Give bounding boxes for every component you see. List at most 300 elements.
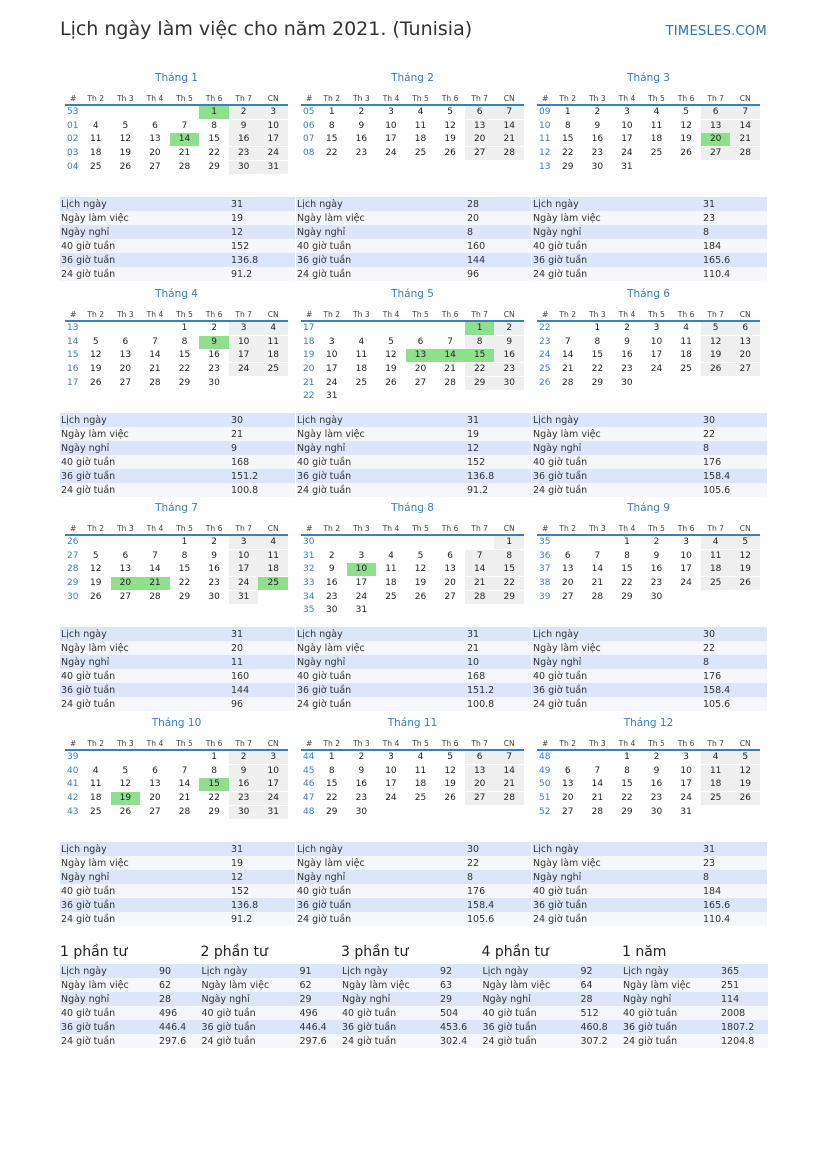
day-cell[interactable] [376,536,406,549]
day-cell[interactable]: 9 [358,120,365,131]
day-cell[interactable]: 4 [92,120,99,131]
day-cell[interactable]: 30 [208,377,220,388]
day-cell[interactable]: 6 [701,106,731,119]
day-cell[interactable]: 22 [465,363,495,376]
day-cell[interactable]: 19 [414,578,427,589]
day-cell[interactable]: 21 [591,793,604,804]
day-cell[interactable]: 12 [680,120,692,131]
day-cell[interactable]: 18 [90,793,102,804]
day-cell[interactable]: 29 [562,161,574,172]
holiday-day-cell[interactable]: 1 [465,322,495,335]
day-cell[interactable] [229,377,259,390]
day-cell[interactable]: 11 [258,550,288,563]
day-cell[interactable]: 28 [591,806,604,817]
holiday-day-cell[interactable]: 20 [701,133,731,146]
day-cell[interactable]: 30 [494,377,524,390]
day-cell[interactable] [140,536,170,549]
day-cell[interactable]: 6 [152,765,158,776]
day-cell[interactable]: 7 [181,120,188,131]
day-cell[interactable]: 26 [90,591,102,602]
day-cell[interactable]: 5 [701,322,731,335]
day-cell[interactable]: 21 [444,364,456,375]
day-cell[interactable]: 26 [444,148,456,159]
day-cell[interactable]: 30 [208,591,220,602]
day-cell[interactable]: 2 [211,323,217,334]
day-cell[interactable]: 8 [181,550,188,561]
day-cell[interactable]: 7 [494,106,524,119]
day-cell[interactable]: 28 [444,377,456,388]
day-cell[interactable]: 28 [149,591,161,602]
day-cell[interactable]: 21 [465,577,495,590]
day-cell[interactable]: 15 [494,563,524,576]
day-cell[interactable]: 24 [621,148,633,159]
day-cell[interactable]: 10 [680,765,692,776]
day-cell[interactable] [406,536,436,549]
day-cell[interactable]: 15 [621,564,633,575]
day-cell[interactable] [140,751,170,764]
day-cell[interactable]: 17 [680,564,692,575]
day-cell[interactable]: 4 [358,336,365,347]
day-cell[interactable]: 23 [229,792,259,805]
day-cell[interactable]: 27 [149,806,161,817]
day-cell[interactable]: 19 [90,364,102,375]
day-cell[interactable] [465,806,495,819]
day-cell[interactable]: 23 [208,578,220,589]
day-cell[interactable]: 27 [465,147,495,160]
day-cell[interactable]: 14 [149,350,161,361]
day-cell[interactable]: 28 [149,377,161,388]
holiday-day-cell[interactable]: 13 [406,349,436,362]
day-cell[interactable]: 25 [680,364,692,375]
day-cell[interactable]: 20 [562,793,574,804]
day-cell[interactable]: 7 [594,765,601,776]
day-cell[interactable]: 24 [326,377,338,388]
day-cell[interactable]: 8 [465,336,495,349]
day-cell[interactable]: 9 [653,550,660,561]
day-cell[interactable]: 25 [701,792,731,805]
day-cell[interactable]: 23 [355,793,368,804]
day-cell[interactable]: 24 [680,578,692,589]
day-cell[interactable]: 26 [444,793,456,804]
day-cell[interactable]: 19 [385,364,397,375]
day-cell[interactable] [111,322,141,335]
day-cell[interactable]: 31 [355,605,368,616]
day-cell[interactable]: 24 [258,792,288,805]
day-cell[interactable]: 11 [680,336,692,347]
day-cell[interactable] [170,106,200,119]
day-cell[interactable]: 27 [119,591,132,602]
day-cell[interactable]: 7 [152,336,158,347]
day-cell[interactable]: 2 [229,106,259,119]
day-cell[interactable] [553,322,583,335]
day-cell[interactable]: 24 [385,148,397,159]
day-cell[interactable]: 10 [326,350,338,361]
day-cell[interactable]: 22 [591,364,604,375]
day-cell[interactable] [81,751,111,764]
holiday-day-cell[interactable]: 14 [435,349,465,362]
day-cell[interactable]: 7 [152,550,158,561]
day-cell[interactable]: 6 [122,336,129,347]
holiday-day-cell[interactable]: 15 [199,778,229,791]
day-cell[interactable] [81,322,111,335]
day-cell[interactable]: 13 [562,779,574,790]
day-cell[interactable]: 28 [562,377,574,388]
day-cell[interactable]: 27 [149,161,161,172]
day-cell[interactable] [140,106,170,119]
day-cell[interactable]: 21 [562,364,574,375]
day-cell[interactable]: 3 [683,537,689,548]
day-cell[interactable] [730,161,760,174]
day-cell[interactable]: 7 [465,550,495,563]
day-cell[interactable]: 14 [465,563,495,576]
day-cell[interactable]: 12 [701,336,731,349]
day-cell[interactable]: 26 [730,792,760,805]
day-cell[interactable]: 19 [730,563,760,576]
day-cell[interactable]: 31 [258,161,288,174]
day-cell[interactable]: 11 [701,550,731,563]
day-cell[interactable]: 15 [562,134,574,145]
day-cell[interactable]: 29 [465,377,495,390]
day-cell[interactable]: 26 [90,377,102,388]
day-cell[interactable]: 31 [326,391,338,402]
day-cell[interactable] [347,536,377,549]
day-cell[interactable]: 15 [208,134,220,145]
day-cell[interactable]: 12 [444,765,456,776]
day-cell[interactable]: 3 [229,322,259,335]
day-cell[interactable]: 4 [417,752,424,763]
day-cell[interactable]: 11 [701,765,731,778]
day-cell[interactable]: 24 [229,363,259,376]
day-cell[interactable]: 3 [258,751,288,764]
day-cell[interactable] [140,322,170,335]
day-cell[interactable] [730,591,760,604]
day-cell[interactable] [701,377,731,390]
day-cell[interactable]: 18 [414,134,427,145]
day-cell[interactable]: 20 [414,364,427,375]
day-cell[interactable]: 5 [92,336,99,347]
day-cell[interactable]: 18 [701,563,731,576]
day-cell[interactable]: 22 [494,577,524,590]
day-cell[interactable]: 25 [385,591,397,602]
holiday-day-cell[interactable]: 19 [111,792,141,805]
day-cell[interactable]: 7 [564,336,571,347]
day-cell[interactable]: 26 [680,148,692,159]
day-cell[interactable]: 18 [90,148,102,159]
day-cell[interactable]: 12 [90,564,102,575]
day-cell[interactable] [583,751,613,764]
day-cell[interactable]: 18 [414,779,427,790]
day-cell[interactable]: 14 [562,350,574,361]
day-cell[interactable]: 3 [388,752,394,763]
day-cell[interactable]: 10 [229,336,259,349]
day-cell[interactable]: 31 [680,806,692,817]
day-cell[interactable]: 9 [494,336,524,349]
day-cell[interactable]: 20 [119,364,132,375]
day-cell[interactable] [465,390,495,403]
day-cell[interactable]: 14 [494,120,524,133]
day-cell[interactable]: 12 [119,134,132,145]
day-cell[interactable]: 13 [465,765,495,778]
day-cell[interactable]: 10 [258,120,288,133]
day-cell[interactable]: 24 [355,591,368,602]
holiday-day-cell[interactable]: 25 [258,577,288,590]
day-cell[interactable] [701,806,731,819]
day-cell[interactable]: 8 [328,765,335,776]
day-cell[interactable] [671,591,701,604]
day-cell[interactable]: 15 [591,350,604,361]
day-cell[interactable]: 15 [326,779,338,790]
day-cell[interactable]: 5 [388,336,394,347]
day-cell[interactable]: 21 [494,133,524,146]
day-cell[interactable]: 26 [701,363,731,376]
day-cell[interactable] [376,806,406,819]
day-cell[interactable]: 9 [653,765,660,776]
day-cell[interactable]: 10 [229,550,259,563]
day-cell[interactable]: 24 [229,577,259,590]
day-cell[interactable] [347,390,377,403]
day-cell[interactable]: 10 [621,120,633,131]
day-cell[interactable]: 8 [328,120,335,131]
day-cell[interactable] [170,751,200,764]
day-cell[interactable]: 23 [591,148,604,159]
day-cell[interactable]: 6 [465,751,495,764]
holiday-day-cell[interactable]: 10 [347,563,377,576]
day-cell[interactable]: 23 [208,364,220,375]
day-cell[interactable]: 2 [328,550,335,561]
day-cell[interactable]: 17 [258,778,288,791]
day-cell[interactable]: 8 [564,120,571,131]
day-cell[interactable]: 16 [208,564,220,575]
day-cell[interactable]: 4 [683,323,689,334]
day-cell[interactable]: 22 [621,578,633,589]
day-cell[interactable]: 1 [328,107,335,118]
day-cell[interactable]: 7 [594,550,601,561]
day-cell[interactable]: 11 [414,120,427,131]
day-cell[interactable]: 30 [355,806,368,817]
day-cell[interactable] [435,806,465,819]
day-cell[interactable] [81,106,111,119]
day-cell[interactable]: 16 [650,779,663,790]
day-cell[interactable]: 6 [152,120,158,131]
day-cell[interactable] [494,604,524,617]
day-cell[interactable]: 9 [594,120,601,131]
day-cell[interactable]: 23 [650,793,663,804]
day-cell[interactable]: 13 [465,120,495,133]
day-cell[interactable]: 17 [385,779,397,790]
day-cell[interactable]: 4 [258,536,288,549]
day-cell[interactable]: 5 [417,550,424,561]
day-cell[interactable]: 17 [229,349,259,362]
day-cell[interactable]: 17 [650,350,663,361]
day-cell[interactable]: 9 [211,550,217,561]
day-cell[interactable]: 4 [388,550,394,561]
day-cell[interactable]: 24 [258,147,288,160]
day-cell[interactable]: 27 [465,792,495,805]
day-cell[interactable]: 5 [122,765,129,776]
day-cell[interactable]: 25 [701,577,731,590]
day-cell[interactable]: 13 [444,564,456,575]
day-cell[interactable]: 31 [621,161,633,172]
day-cell[interactable]: 30 [650,591,663,602]
day-cell[interactable]: 15 [621,779,633,790]
day-cell[interactable]: 12 [730,550,760,563]
day-cell[interactable] [435,536,465,549]
day-cell[interactable]: 4 [417,107,424,118]
day-cell[interactable]: 11 [355,350,368,361]
day-cell[interactable]: 7 [494,751,524,764]
day-cell[interactable]: 22 [178,578,191,589]
day-cell[interactable]: 27 [730,363,760,376]
day-cell[interactable]: 28 [591,591,604,602]
day-cell[interactable]: 28 [178,161,191,172]
day-cell[interactable] [406,390,436,403]
day-cell[interactable]: 29 [178,591,191,602]
day-cell[interactable]: 8 [181,336,188,347]
day-cell[interactable]: 13 [730,336,760,349]
day-cell[interactable]: 29 [178,377,191,388]
day-cell[interactable]: 19 [680,134,692,145]
day-cell[interactable]: 4 [701,751,731,764]
day-cell[interactable]: 10 [650,336,663,347]
holiday-day-cell[interactable]: 9 [199,336,229,349]
day-cell[interactable] [494,390,524,403]
day-cell[interactable]: 18 [680,350,692,361]
day-cell[interactable]: 6 [564,765,571,776]
day-cell[interactable]: 6 [417,336,424,347]
day-cell[interactable]: 4 [258,322,288,335]
holiday-day-cell[interactable]: 1 [199,106,229,119]
day-cell[interactable]: 14 [494,765,524,778]
day-cell[interactable]: 7 [181,765,188,776]
day-cell[interactable]: 2 [653,537,660,548]
day-cell[interactable]: 22 [621,793,633,804]
day-cell[interactable]: 16 [494,349,524,362]
day-cell[interactable]: 10 [680,550,692,561]
day-cell[interactable]: 18 [650,134,663,145]
day-cell[interactable]: 19 [90,578,102,589]
day-cell[interactable]: 10 [258,765,288,778]
day-cell[interactable]: 27 [119,377,132,388]
day-cell[interactable]: 8 [624,765,630,776]
day-cell[interactable]: 1 [624,537,630,548]
day-cell[interactable]: 17 [621,134,633,145]
day-cell[interactable]: 11 [414,765,427,776]
day-cell[interactable]: 12 [90,350,102,361]
day-cell[interactable]: 22 [326,148,338,159]
day-cell[interactable]: 7 [447,336,453,347]
holiday-day-cell[interactable]: 20 [111,577,141,590]
day-cell[interactable]: 4 [653,107,660,118]
day-cell[interactable]: 17 [385,134,397,145]
site-link[interactable]: TIMESLES.COM [665,24,767,39]
day-cell[interactable]: 16 [208,350,220,361]
day-cell[interactable]: 22 [208,793,220,804]
day-cell[interactable]: 10 [385,120,397,131]
holiday-day-cell[interactable]: 14 [170,133,200,146]
day-cell[interactable]: 20 [149,148,161,159]
day-cell[interactable]: 21 [178,793,191,804]
day-cell[interactable] [730,377,760,390]
day-cell[interactable] [317,322,347,335]
day-cell[interactable]: 23 [326,591,338,602]
day-cell[interactable]: 25 [90,161,102,172]
day-cell[interactable]: 7 [730,106,760,119]
day-cell[interactable]: 25 [355,377,368,388]
day-cell[interactable] [730,806,760,819]
day-cell[interactable] [406,604,436,617]
day-cell[interactable] [111,751,141,764]
day-cell[interactable]: 2 [358,752,365,763]
day-cell[interactable] [376,604,406,617]
day-cell[interactable]: 9 [358,765,365,776]
day-cell[interactable]: 15 [178,564,191,575]
day-cell[interactable]: 23 [621,364,633,375]
day-cell[interactable]: 22 [326,793,338,804]
day-cell[interactable]: 29 [326,806,338,817]
day-cell[interactable]: 16 [229,133,259,146]
day-cell[interactable]: 21 [178,148,191,159]
day-cell[interactable]: 11 [385,564,397,575]
day-cell[interactable]: 31 [258,806,288,819]
day-cell[interactable]: 29 [208,806,220,817]
day-cell[interactable]: 1 [181,323,188,334]
day-cell[interactable] [435,322,465,335]
day-cell[interactable]: 9 [624,336,630,347]
day-cell[interactable]: 5 [122,120,129,131]
day-cell[interactable]: 5 [447,107,453,118]
day-cell[interactable]: 26 [385,377,397,388]
day-cell[interactable]: 30 [326,605,338,616]
day-cell[interactable]: 18 [385,578,397,589]
day-cell[interactable] [258,591,288,604]
day-cell[interactable]: 16 [355,779,368,790]
day-cell[interactable]: 25 [414,148,427,159]
day-cell[interactable]: 25 [258,363,288,376]
day-cell[interactable]: 13 [119,350,132,361]
day-cell[interactable]: 25 [650,148,663,159]
day-cell[interactable]: 3 [258,106,288,119]
day-cell[interactable]: 9 [229,765,259,778]
day-cell[interactable] [111,106,141,119]
day-cell[interactable]: 17 [680,779,692,790]
day-cell[interactable]: 22 [178,364,191,375]
day-cell[interactable]: 11 [650,120,663,131]
day-cell[interactable]: 14 [730,120,760,133]
day-cell[interactable]: 29 [621,591,633,602]
day-cell[interactable]: 12 [730,765,760,778]
day-cell[interactable]: 21 [494,778,524,791]
day-cell[interactable]: 26 [119,161,132,172]
day-cell[interactable] [435,604,465,617]
day-cell[interactable] [465,604,495,617]
day-cell[interactable]: 23 [494,363,524,376]
day-cell[interactable]: 13 [119,564,132,575]
day-cell[interactable]: 19 [444,134,456,145]
day-cell[interactable]: 8 [211,765,217,776]
day-cell[interactable]: 17 [229,563,259,576]
day-cell[interactable] [406,806,436,819]
day-cell[interactable]: 20 [444,578,456,589]
day-cell[interactable]: 20 [465,778,495,791]
day-cell[interactable]: 23 [229,147,259,160]
day-cell[interactable]: 11 [90,134,102,145]
day-cell[interactable]: 16 [355,134,368,145]
day-cell[interactable]: 2 [494,322,524,335]
day-cell[interactable]: 14 [591,564,604,575]
day-cell[interactable]: 21 [149,364,161,375]
day-cell[interactable]: 28 [465,591,495,604]
day-cell[interactable]: 15 [326,134,338,145]
